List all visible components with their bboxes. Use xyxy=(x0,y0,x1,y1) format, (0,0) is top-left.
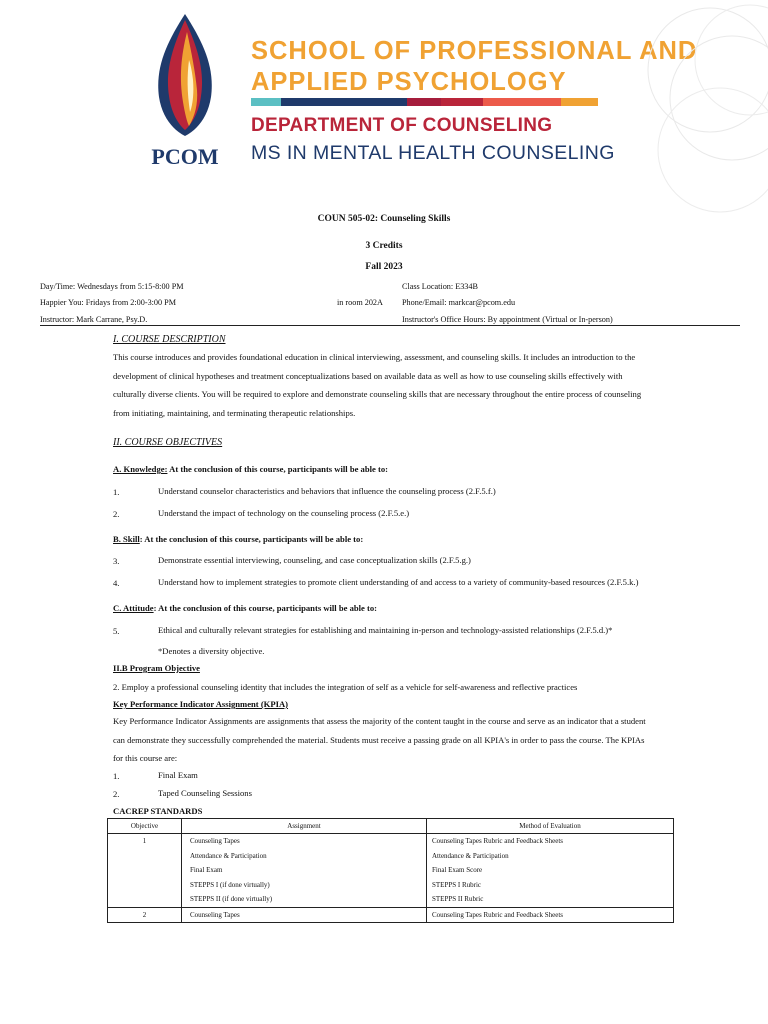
method-item: STEPPS II Rubric xyxy=(432,895,484,903)
decorative-circles xyxy=(600,0,768,230)
assignment-cell xyxy=(182,834,427,908)
objective-number: 2. xyxy=(113,509,120,519)
course-credits: 3 Credits xyxy=(365,241,403,251)
description-line: culturally diverse clients. You will be required to explore and demonstrate counseling skills that are necessary throughout the entire process of counseling xyxy=(113,389,642,400)
method-cell xyxy=(427,907,674,923)
description-heading: I. COURSE DESCRIPTION xyxy=(113,334,226,345)
program-objective-heading: II.B Program Objective xyxy=(113,663,200,673)
objective-cell: 1 xyxy=(108,834,182,908)
class-location: Class Location: E334B xyxy=(402,282,478,291)
method-item: Attendance & Participation xyxy=(432,851,509,860)
table-row xyxy=(108,834,674,908)
objectives-heading: II. COURSE OBJECTIVES xyxy=(113,437,223,448)
assignment-item: STEPPS II (if done virtually) xyxy=(190,895,273,903)
knowledge-heading xyxy=(113,464,388,474)
column-header-method: Method of Evaluation xyxy=(427,819,674,834)
method-item: Counseling Tapes Rubric and Feedback Sheets xyxy=(432,837,563,845)
assignment-cell xyxy=(182,907,427,923)
method-item: Final Exam Score xyxy=(432,866,483,874)
table-row xyxy=(108,907,674,923)
header-divider xyxy=(40,325,740,326)
kpia-item-1: Final Exam xyxy=(158,770,198,780)
knowledge-label: A. Knowledge: xyxy=(113,464,168,474)
objective-4: Understand how to implement strategies to promote client understanding of and access to a variety of community-based resources (2.F.5.k.) xyxy=(158,577,639,587)
skill-heading xyxy=(113,534,363,544)
pcom-logo xyxy=(145,12,225,172)
office-hours: Instructor's Office Hours: By appointment (Virtual or In-person) xyxy=(402,315,613,324)
day-time: Day/Time: Wednesdays from 5:15-8:00 PM xyxy=(40,282,184,291)
method-item: STEPPS I Rubric xyxy=(432,880,482,889)
objective-number: 1. xyxy=(113,487,120,497)
kpia-number: 1. xyxy=(113,771,120,781)
assignment-item: STEPPS I (if done virtually) xyxy=(190,880,270,889)
room: in room 202A xyxy=(337,298,383,307)
objective-number: 3. xyxy=(113,556,120,566)
phone-email: Phone/Email: markcar@pcom.edu xyxy=(402,298,516,307)
description-line: from initiating, maintaining, and terminating therapeutic relationships. xyxy=(113,407,356,418)
program-objective-text: 2. Employ a professional counseling identity that includes the integration of self as a vehicle for self-awareness and reflective practices xyxy=(113,682,578,692)
description-line: This course introduces and provides foundational education in clinical interviewing, assessment, and counseling skills. It includes an introduction to the xyxy=(113,352,636,362)
kpia-heading: Key Performance Indicator Assignment (KPIA) xyxy=(113,699,289,709)
course-term: Fall 2023 xyxy=(365,262,403,272)
method-cell xyxy=(427,834,674,908)
kpia-line: can demonstrate they successfully comprehended the material. Students must receive a passing grade on all KPIA's in order to pass the course. The KPIAs xyxy=(113,734,645,745)
cacrep-heading: CACREP STANDARDS xyxy=(113,806,203,816)
kpia-item-2: Taped Counseling Sessions xyxy=(158,788,252,798)
objective-2: Understand the impact of technology on the counseling process (2.F.5.e.) xyxy=(158,508,410,518)
objective-3: Demonstrate essential interviewing, counseling, and case conceptualization skills (2.F.5.g.) xyxy=(158,555,471,565)
objective-number: 5. xyxy=(113,626,120,636)
description-line: development of clinical hypotheses and treatment conceptualizations based on available data as well as how to use counseling skills effectively with xyxy=(113,370,623,381)
logo-text: PCOM xyxy=(151,144,219,169)
knowledge-text: At the conclusion of this course, participants will be able to: xyxy=(167,464,389,474)
instructor: Instructor: Mark Carrane, Psy.D. xyxy=(40,315,148,324)
objective-number: 4. xyxy=(113,578,120,588)
description-body xyxy=(113,348,753,422)
kpia-number: 2. xyxy=(113,789,120,799)
attitude-text: : At the conclusion of this course, participants will be able to: xyxy=(153,603,378,613)
kpia-line: for this course are: xyxy=(113,753,178,764)
cacrep-table xyxy=(107,818,674,923)
happier-you: Happier You: Fridays from 2:00-3:00 PM xyxy=(40,298,177,307)
table-header-row xyxy=(108,819,674,834)
skill-label: B. Skill xyxy=(113,534,140,544)
school-line-2: APPLIED PSYCHOLOGY xyxy=(251,68,567,96)
program-name: MS IN MENTAL HEALTH COUNSELING xyxy=(251,142,615,164)
attitude-heading xyxy=(113,603,377,613)
color-stripe xyxy=(251,98,598,106)
objective-5: Ethical and culturally relevant strategies for establishing and maintaining in-person and technology-assisted relationships (2.F.5.d.)* xyxy=(158,625,613,635)
objective-cell: 2 xyxy=(108,907,182,923)
skill-text: : At the conclusion of this course, participants will be able to: xyxy=(139,534,364,544)
kpia-body xyxy=(113,712,753,768)
assignment-item: Attendance & Participation xyxy=(190,851,267,860)
assignment-item: Final Exam xyxy=(190,866,223,874)
column-header-assignment: Assignment xyxy=(182,819,427,834)
course-title: COUN 505-02: Counseling Skills xyxy=(317,214,451,224)
diversity-note: *Denotes a diversity objective. xyxy=(158,646,265,656)
kpia-line: Key Performance Indicator Assignments are assignments that assess the majority of the content taught in the course and serve as an indicator that a student xyxy=(113,716,646,726)
school-line-1: SCHOOL OF PROFESSIONAL AND xyxy=(251,37,698,65)
attitude-label: C. Attitude xyxy=(113,603,154,613)
department-name: DEPARTMENT OF COUNSELING xyxy=(251,115,553,136)
assignment-item: Counseling Tapes xyxy=(190,910,240,919)
assignment-item: Counseling Tapes xyxy=(190,837,240,845)
method-item: Counseling Tapes Rubric and Feedback Sheets xyxy=(432,910,563,919)
column-header-objective: Objective xyxy=(108,819,182,834)
objective-1: Understand counselor characteristics and behaviors that influence the counseling process (2.F.5.f.) xyxy=(158,486,496,496)
